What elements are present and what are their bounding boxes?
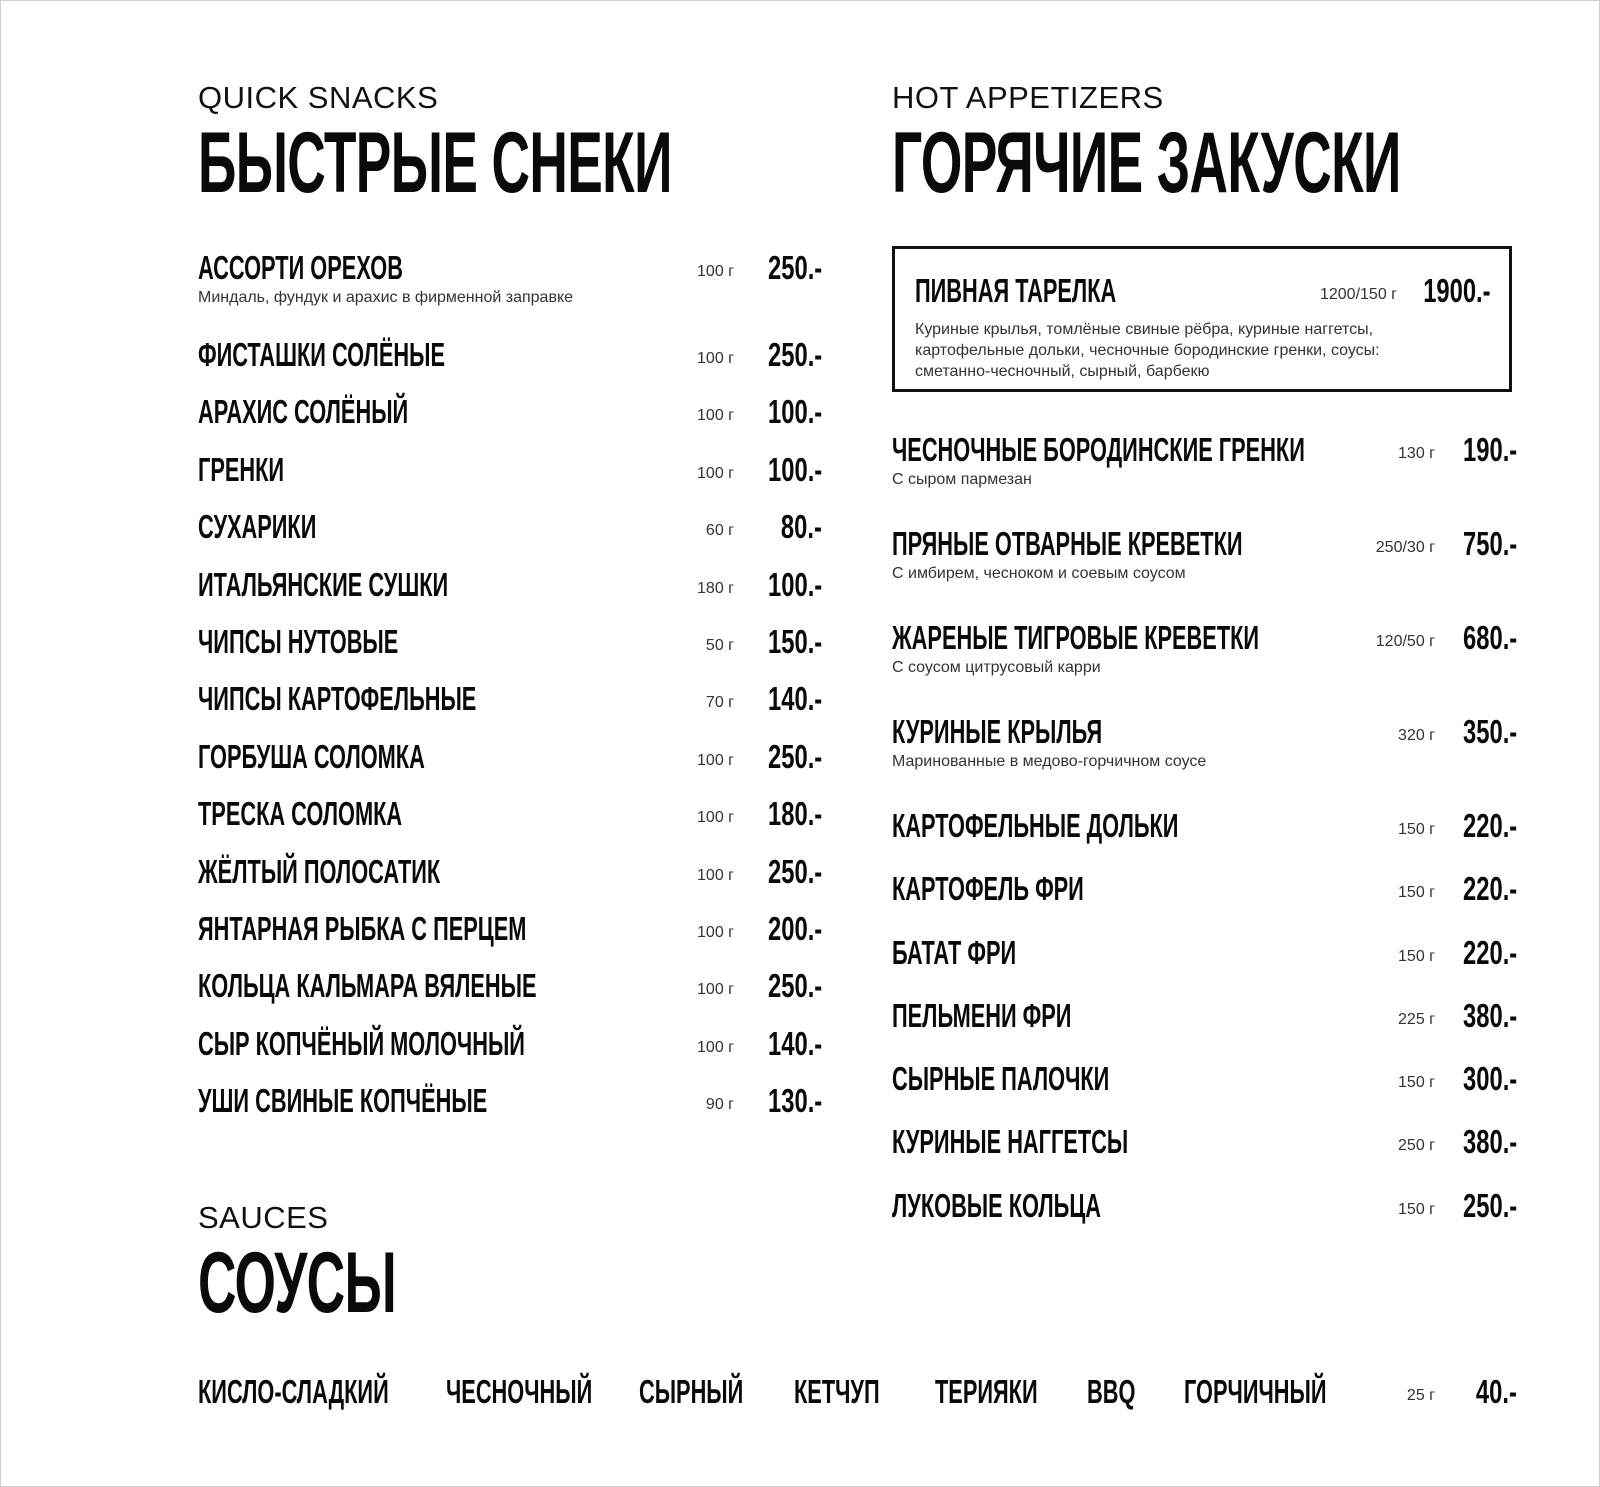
sauce-name: ТЕРИЯКИ: [935, 1373, 1038, 1410]
quick-snacks-section: [198, 78, 822, 1138]
menu-item-description: Маринованные в медово-горчичном соусе: [892, 753, 1207, 770]
menu-item: [198, 909, 822, 966]
menu-item-name: СЫРНЫЕ ПАЛОЧКИ: [892, 1060, 1110, 1098]
menu-item-weight: 150 г: [1398, 1200, 1435, 1218]
sauce-name: КИСЛО-СЛАДКИЙ: [198, 1373, 389, 1410]
menu-item-name: КАРТОФЕЛЬНЫЕ ДОЛЬКИ: [892, 807, 1179, 844]
menu-item: [892, 933, 1517, 996]
menu-item-price: 220.-: [1462, 870, 1517, 908]
menu-item-name: ЧИПСЫ НУТОВЫЕ: [198, 622, 399, 660]
menu-item: [198, 966, 822, 1023]
menu-item-price: 250.-: [767, 967, 822, 1005]
menu-item-weight: 100 г: [697, 809, 734, 827]
quick-snacks-list: [198, 248, 822, 1138]
featured-item-price: 1900.-: [1423, 272, 1491, 309]
menu-item-weight: 100 г: [697, 1038, 734, 1056]
menu-item-weight: 90 г: [705, 1096, 734, 1114]
menu-item: [892, 1059, 1517, 1122]
menu-item: [198, 392, 822, 449]
menu-item-price: 130.-: [767, 1082, 822, 1120]
sauce-weight: 25 г: [1406, 1387, 1435, 1404]
menu-item-name: ИТАЛЬЯНСКИЕ СУШКИ: [198, 565, 449, 603]
hot-appetizers-title-ru: ГОРЯЧИЕ ЗАКУСКИ: [892, 115, 1401, 211]
menu-item-weight: 100 г: [697, 981, 734, 999]
menu-item-name: УШИ СВИНЫЕ КОПЧЁНЫЕ: [198, 1082, 488, 1120]
menu-item-weight: 320 г: [1398, 727, 1435, 744]
menu-item-price: 250.-: [767, 737, 822, 775]
menu-item-price: 190.-: [1462, 431, 1517, 468]
menu-item: [198, 565, 822, 622]
menu-item-name: КУРИНЫЕ КРЫЛЬЯ: [892, 713, 1103, 750]
menu-item-name: ПЕЛЬМЕНИ ФРИ: [892, 996, 1072, 1034]
menu-item: [892, 430, 1517, 524]
menu-item-name: ЧИПСЫ КАРТОФЕЛЬНЫЕ: [198, 680, 477, 718]
featured-item-weight: 1200/150 г: [1319, 286, 1397, 303]
menu-item-name: ПРЯНЫЕ ОТВАРНЫЕ КРЕВЕТКИ: [892, 525, 1243, 562]
menu-item-name: ЯНТАРНАЯ РЫБКА С ПЕРЦЕМ: [198, 909, 527, 947]
menu-item-description: С имбирем, чесноком и соевым соусом: [892, 565, 1186, 582]
sauces-title-en: SAUCES: [198, 1200, 329, 1235]
sauces-title-ru: СОУСЫ: [198, 1235, 397, 1331]
menu-item-price: 100.-: [767, 565, 822, 603]
menu-item-name: АРАХИС СОЛЁНЫЙ: [198, 393, 409, 431]
menu-item-price: 380.-: [1462, 1123, 1517, 1161]
menu-item-name: ГОРБУША СОЛОМКА: [198, 737, 425, 775]
menu-item-name: ЖЁЛТЫЙ ПОЛОСАТИК: [198, 852, 441, 890]
menu-item-weight: 50 г: [705, 636, 734, 654]
sauces-row: [198, 1372, 1517, 1412]
menu-item-name: КОЛЬЦА КАЛЬМАРА ВЯЛЕНЫЕ: [198, 967, 537, 1005]
sauce-name: ЧЕСНОЧНЫЙ: [446, 1373, 593, 1410]
menu-item-description: С сыром пармезан: [892, 471, 1032, 488]
menu-item-name: АССОРТИ ОРЕХОВ: [198, 249, 403, 286]
featured-item-box: [892, 246, 1512, 392]
menu-item-price: 250.-: [767, 249, 822, 286]
menu-item: [892, 806, 1517, 869]
menu-item-price: 180.-: [767, 795, 822, 833]
sauces-section: [198, 1198, 1518, 1410]
hot-appetizers-section: [892, 78, 1517, 1224]
sauce-name: СЫРНЫЙ: [639, 1373, 744, 1410]
menu-item-name: ТРЕСКА СОЛОМКА: [198, 795, 403, 833]
quick-snacks-title-en: QUICK SNACKS: [198, 80, 439, 115]
menu-item-weight: 70 г: [705, 694, 734, 712]
hot-appetizers-title-en: HOT APPETIZERS: [892, 80, 1164, 115]
menu-item-price: 250.-: [1462, 1186, 1517, 1224]
menu-item-name: СЫР КОПЧЁНЫЙ МОЛОЧНЫЙ: [198, 1024, 525, 1062]
menu-item-weight: 130 г: [1398, 445, 1435, 462]
menu-item-name: БАТАТ ФРИ: [892, 933, 1017, 971]
menu-item-weight: 60 г: [705, 522, 734, 540]
menu-item: [892, 524, 1517, 618]
menu-item-price: 300.-: [1462, 1060, 1517, 1098]
menu-item-weight: 100 г: [697, 923, 734, 941]
menu-item-name: ФИСТАШКИ СОЛЁНЫЕ: [198, 336, 445, 373]
menu-item: [892, 618, 1517, 712]
menu-item-weight: 150 г: [1398, 1074, 1435, 1092]
quick-snacks-title-ru: БЫСТРЫЕ СНЕКИ: [198, 115, 672, 211]
menu-item-weight: 225 г: [1398, 1010, 1435, 1028]
menu-item-name: ЧЕСНОЧНЫЕ БОРОДИНСКИЕ ГРЕНКИ: [892, 431, 1305, 468]
menu-item-weight: 180 г: [697, 579, 734, 597]
menu-item-price: 200.-: [767, 909, 822, 947]
menu-item-weight: 100 г: [697, 866, 734, 884]
menu-item-description: Миндаль, фундук и арахис в фирменной заправке: [198, 289, 574, 306]
menu-item: [198, 335, 822, 392]
menu-item-weight: 250 г: [1398, 1137, 1435, 1155]
menu-item-price: 220.-: [1462, 933, 1517, 971]
menu-item-name: КУРИНЫЕ НАГГЕТСЫ: [892, 1123, 1129, 1161]
menu-item-price: 150.-: [767, 622, 822, 660]
menu-item-name: КАРТОФЕЛЬ ФРИ: [892, 870, 1084, 908]
sauce-name: КЕТЧУП: [794, 1373, 880, 1410]
menu-item: [198, 622, 822, 679]
menu-item-price: 250.-: [767, 852, 822, 890]
menu-item-price: 140.-: [767, 680, 822, 718]
menu-item-price: 350.-: [1462, 713, 1517, 750]
menu-item: [198, 737, 822, 794]
menu-item-price: 100.-: [767, 450, 822, 488]
menu-item-price: 80.-: [781, 508, 822, 546]
menu-item: [198, 248, 822, 335]
menu-item-price: 680.-: [1462, 619, 1517, 656]
menu-item-weight: 150 г: [1398, 821, 1435, 838]
menu-item: [198, 1081, 822, 1138]
menu-item: [198, 794, 822, 851]
sauce-price: 40.-: [1476, 1373, 1517, 1410]
menu-item-weight: 150 г: [1398, 947, 1435, 965]
menu-item-weight: 100 г: [697, 350, 734, 367]
menu-item: [198, 450, 822, 507]
menu-item-weight: 120/50 г: [1375, 633, 1435, 650]
menu-item: [198, 852, 822, 909]
menu-item-weight: 100 г: [697, 263, 734, 280]
menu-item: [892, 712, 1517, 806]
menu-item-weight: 250/30 г: [1375, 539, 1435, 556]
menu-item-name: ЖАРЕНЫЕ ТИГРОВЫЕ КРЕВЕТКИ: [892, 619, 1260, 656]
sauce-name: ГОРЧИЧНЫЙ: [1184, 1373, 1327, 1410]
menu-item-description: С соусом цитрусовый карри: [892, 659, 1101, 676]
menu-item-name: ГРЕНКИ: [198, 450, 285, 488]
menu-item-price: 100.-: [767, 393, 822, 431]
sauce-name: BBQ: [1087, 1373, 1136, 1410]
menu-item: [198, 1024, 822, 1081]
menu-item-price: 250.-: [767, 336, 822, 373]
menu-item: [198, 507, 822, 564]
menu-item: [198, 679, 822, 736]
menu-item: [892, 869, 1517, 932]
hot-appetizers-list: [892, 430, 1517, 1249]
menu-item-price: 220.-: [1462, 807, 1517, 844]
menu-item: [892, 996, 1517, 1059]
menu-item-price: 380.-: [1462, 996, 1517, 1034]
menu-item-name: СУХАРИКИ: [198, 508, 317, 546]
menu-item-weight: 100 г: [697, 464, 734, 482]
menu-item-price: 140.-: [767, 1024, 822, 1062]
menu-item-weight: 100 г: [697, 751, 734, 769]
menu-item-weight: 150 г: [1398, 884, 1435, 902]
menu-item-weight: 100 г: [697, 407, 734, 425]
featured-item-name: ПИВНАЯ ТАРЕЛКА: [915, 272, 1117, 309]
menu-item-name: ЛУКОВЫЕ КОЛЬЦА: [892, 1186, 1101, 1224]
menu-item: [892, 1122, 1517, 1185]
featured-item-description: Куриные крылья, томлёные свиные рёбра, куриные наггетсы, картофельные дольки, чесночные бородинские гренки, соусы: сметанно-чесночный, сырный, барбекю: [915, 321, 1380, 380]
menu-item-price: 750.-: [1462, 525, 1517, 562]
